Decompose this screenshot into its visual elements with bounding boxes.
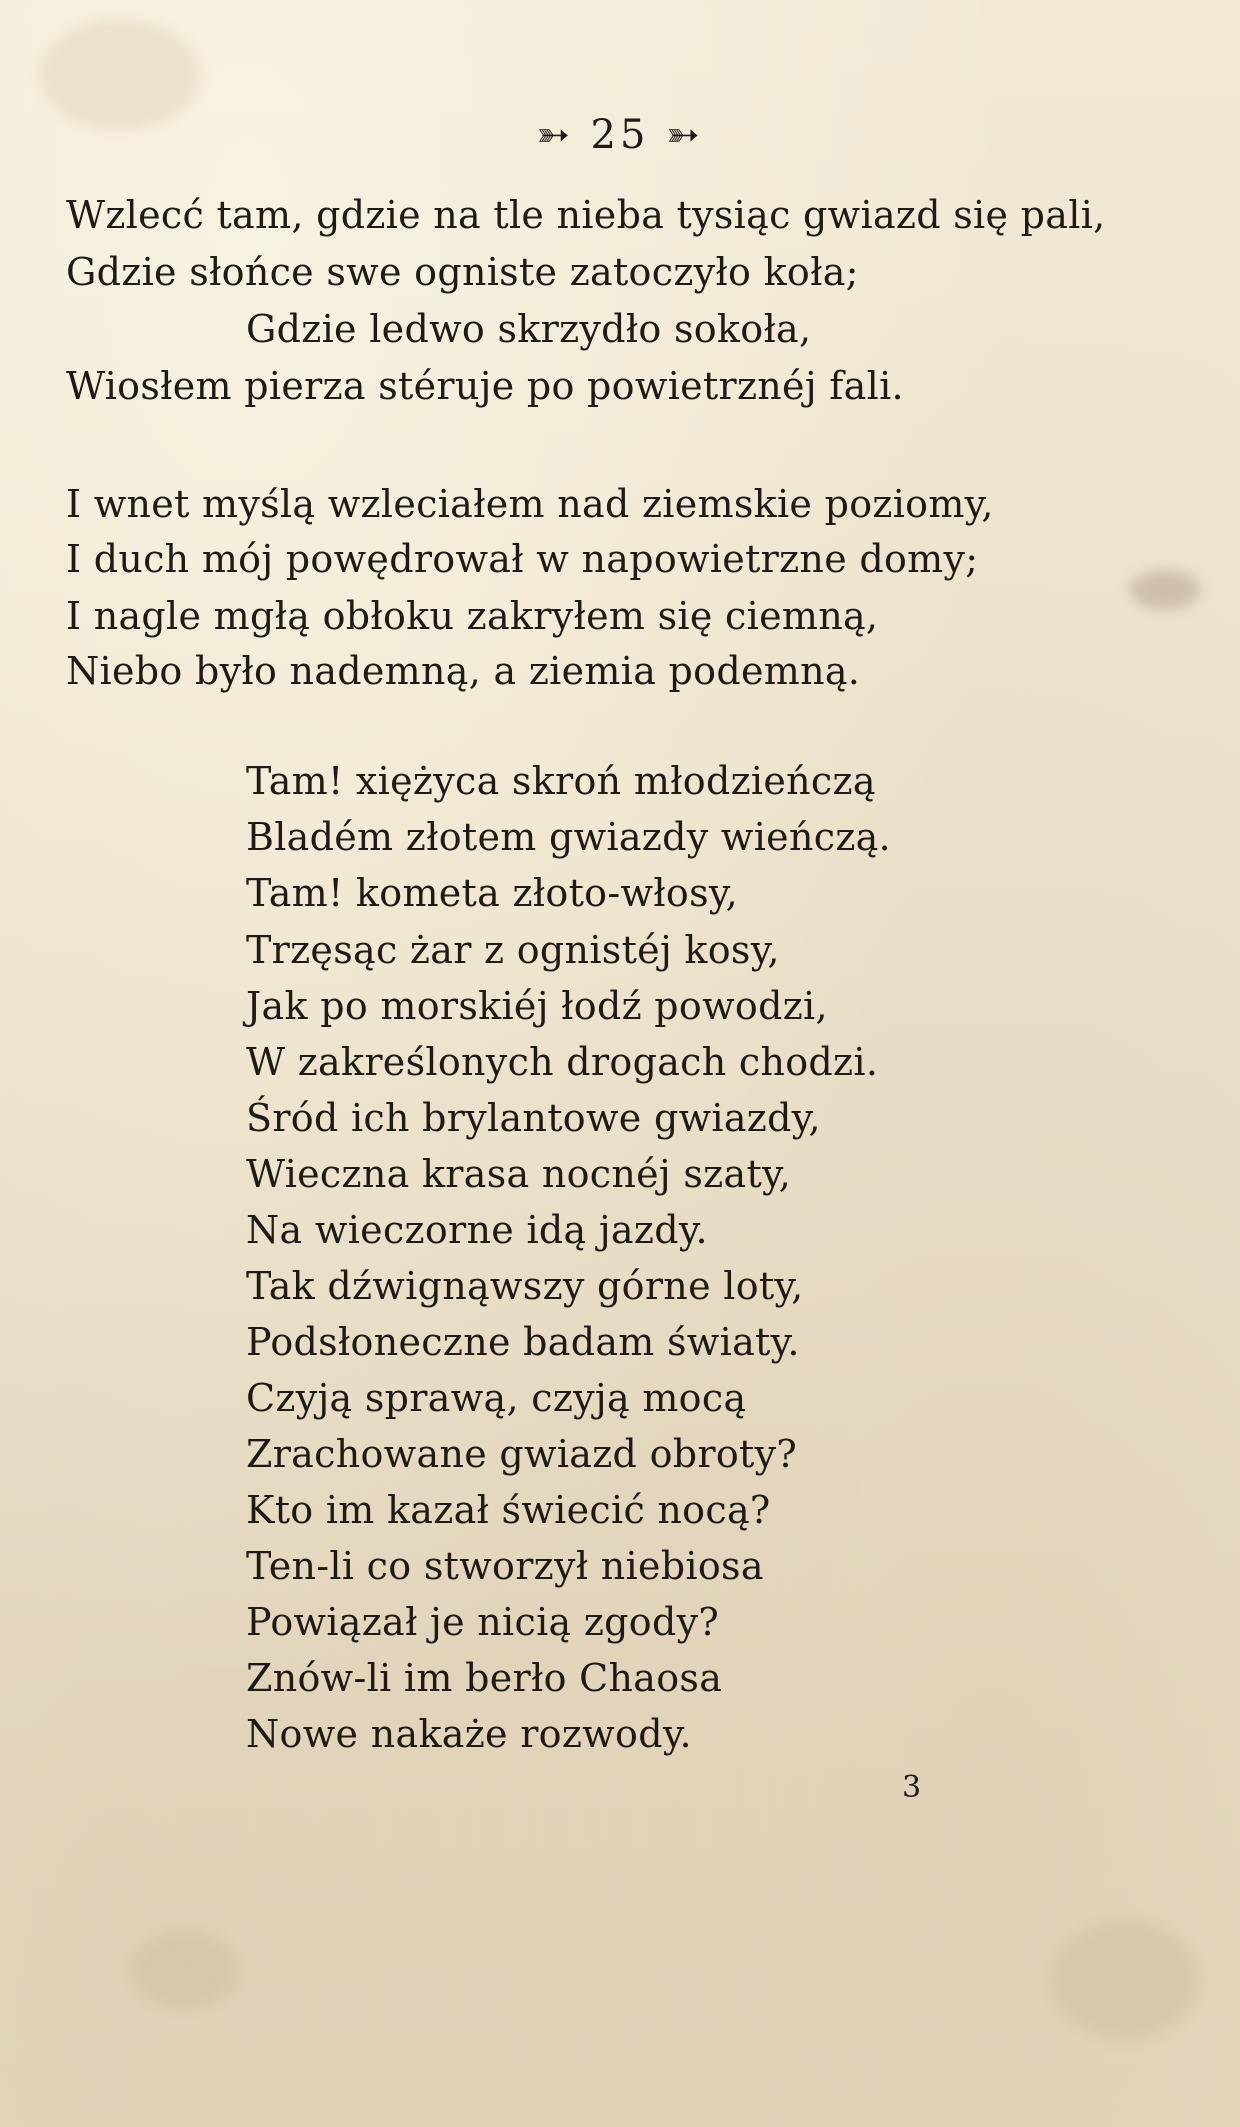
verse-line: Trzęsąc żar z ognistéj kosy, bbox=[246, 928, 780, 972]
verse-line: Kto im kazał świecić nocą? bbox=[246, 1488, 771, 1532]
verse-line: I wnet myślą wzleciałem nad ziemskie poziomy, bbox=[66, 482, 994, 526]
signature-mark: 3 bbox=[902, 1770, 922, 1805]
verse-line: Znów-li im berło Chaosa bbox=[246, 1656, 723, 1700]
verse-line: Czyją sprawą, czyją mocą bbox=[246, 1376, 747, 1420]
verse-line: Powiązał je nicią zgody? bbox=[246, 1600, 720, 1644]
page-number-header: ➳ 25 ➳ bbox=[536, 112, 704, 158]
paper-stain bbox=[1130, 570, 1200, 610]
verse-line: Na wieczorne idą jazdy. bbox=[246, 1208, 708, 1252]
paper-stain bbox=[1050, 1920, 1200, 2040]
verse-line: Tak dźwignąwszy górne loty, bbox=[246, 1264, 804, 1308]
verse-line: Gdzie ledwo skrzydło sokoła, bbox=[246, 307, 812, 351]
verse-line: W zakreślonych drogach chodzi. bbox=[246, 1040, 879, 1084]
verse-line: Zrachowane gwiazd obroty? bbox=[246, 1432, 798, 1476]
verse-line: Gdzie słońce swe ogniste zatoczyło koła; bbox=[66, 250, 859, 294]
verse-line: Śród ich brylantowe gwiazdy, bbox=[246, 1096, 821, 1140]
verse-line: I nagle mgłą obłoku zakryłem się ciemną, bbox=[66, 594, 879, 638]
verse-line: Wzlecć tam, gdzie na tle nieba tysiąc gwiazd się pali, bbox=[66, 193, 1106, 237]
verse-line: Nowe nakaże rozwody. bbox=[246, 1712, 692, 1756]
verse-line: Tam! xiężyca skroń młodzieńczą bbox=[246, 759, 876, 803]
verse-line: Bladém złotem gwiazdy wieńczą. bbox=[246, 815, 891, 859]
verse-line: Wiosłem pierza stéruje po powietrznéj fali. bbox=[66, 364, 904, 408]
verse-line: Tam! kometa złoto-włosy, bbox=[246, 871, 738, 915]
verse-line: Niebo było nademną, a ziemia podemną. bbox=[66, 649, 861, 693]
verse-line: Wieczna krasa nocnéj szaty, bbox=[246, 1152, 792, 1196]
verse-line: Podsłoneczne badam światy. bbox=[246, 1320, 800, 1364]
verse-line: Ten-li co stworzył niebiosa bbox=[246, 1544, 764, 1588]
paper-stain bbox=[130, 1930, 240, 2010]
verse-line: Jak po morskiéj łodź powodzi, bbox=[246, 984, 828, 1028]
verse-line: I duch mój powędrował w napowietrzne domy; bbox=[66, 537, 979, 581]
